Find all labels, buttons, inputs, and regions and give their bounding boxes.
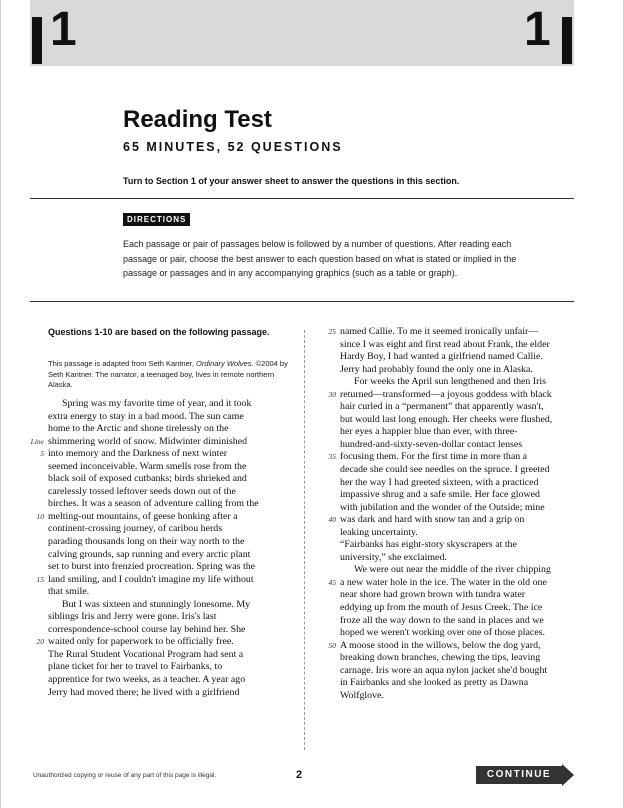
section-number-left: 1 <box>50 3 77 56</box>
passage-line-text: that smile. <box>48 586 90 598</box>
line-label: Line <box>30 436 44 446</box>
passage-line <box>48 473 298 486</box>
section-number-right: 1 <box>524 3 551 56</box>
passage-line-text: Spring was my favorite time of year, and it took <box>62 398 252 409</box>
continue-label: CONTINUE <box>486 769 552 780</box>
passage-line <box>48 461 298 474</box>
passage-line <box>340 351 590 364</box>
passage-line <box>328 326 590 339</box>
passage-line <box>48 549 298 562</box>
passage-line-text: melting-out mountains, of geese honking after a <box>48 510 238 522</box>
passage-line <box>340 464 590 477</box>
section-instruction: Turn to Section 1 of your answer sheet to answer the questions in this section. <box>123 176 460 186</box>
passage-line-text: We were out near the middle of the river chipping <box>354 564 551 576</box>
passage-line-text: hundred-and-sixty-seven-dollar contact lenses <box>340 438 523 450</box>
passage-line <box>328 514 590 527</box>
passage-line <box>340 477 590 490</box>
passage-line-text: focusing them. For the first time in more than a <box>340 451 528 463</box>
passage-line <box>48 674 298 687</box>
passage-line-text: waited only for paperwork to be officially free. <box>48 636 234 648</box>
passage-line <box>340 677 590 690</box>
passage-line-text: froze all the way down to the sand in places and we <box>340 614 544 626</box>
passage-line-text: home to the Arctic and shone tirelessly on the <box>48 423 229 435</box>
passage-line-text: a new water hole in the ice. The water in the old one <box>340 576 547 588</box>
passage-line <box>48 536 298 549</box>
passage-line <box>48 561 298 574</box>
passage-line-text: A moose stood in the willows, below the dog yard, <box>340 639 541 651</box>
passage-line-text: impassive shrug and a safe smile. Her face glowed <box>340 489 540 501</box>
passage-line-text: since I was eight and first read about Frank, the elder <box>340 338 550 350</box>
passage-line-text: siblings Iris and Jerry were gone. Iris's last <box>48 611 217 623</box>
passage-line-text: land smiling, and I couldn't imagine my life without <box>48 573 254 585</box>
page-subtitle: 65 MINUTES, 52 QUESTIONS <box>123 140 343 154</box>
passage-line-text: leaking uncertainty. <box>340 526 418 538</box>
passage-line-text: set to burst into frenzied procreation. Spring was the <box>48 561 256 573</box>
section-marker-right <box>562 17 572 64</box>
passage-line-text: her eyes a happier blue than ever, with three- <box>340 426 518 438</box>
passage-line-text: “Fairbanks has eight-story skyscrapers at the <box>340 539 517 551</box>
passage-line <box>340 426 590 439</box>
passage-line-text: hair curled in a “permanent” that apparently wasn't, <box>340 401 544 413</box>
passage-line-text: but would last long enough. Her cheeks were flushed, <box>340 413 553 425</box>
passage-line-text: in Fairbanks and she looked as pretty as Dawna <box>340 677 529 689</box>
line-number: 45 <box>328 577 336 587</box>
passage-line <box>40 448 298 461</box>
passage-line-text: shimmering world of snow. Midwinter diminished <box>48 435 248 447</box>
passage-line <box>328 639 590 653</box>
passage-line-text: parading thousands long on their way north to the <box>48 536 245 548</box>
passage-line-text: extra energy to stay in a bad mood. The sun came <box>48 410 244 422</box>
passage-line <box>30 435 298 449</box>
passage-column-right <box>328 326 590 702</box>
book-title: Ordinary Wolves <box>196 359 252 368</box>
passage-line <box>48 624 298 637</box>
passage-line-text: breaking down branches, chewing the tips, leaving <box>340 652 541 664</box>
passage-line <box>340 564 590 577</box>
directions-label: DIRECTIONS <box>123 213 190 226</box>
passage-line <box>48 398 298 411</box>
passage-line <box>48 661 298 674</box>
questions-heading: Questions 1-10 are based on the following passage. <box>48 327 270 337</box>
page-number: 2 <box>296 769 303 781</box>
passage-line <box>48 649 298 662</box>
passage-line-text: was dark and hard with snow tan and a grip on <box>340 514 525 526</box>
section-marker-left <box>32 17 42 64</box>
passage-line-text: with jubilation and the wonder of the Outside; mine <box>340 501 545 513</box>
passage-line <box>340 502 590 515</box>
passage-line <box>340 414 590 427</box>
passage-line <box>48 423 298 436</box>
line-number: 25 <box>328 327 336 336</box>
passage-line-text: seemed inconceivable. Warm smells rose from the <box>48 460 247 472</box>
passage-line-text: carelessly tossed leftover seeds down out of the <box>48 485 236 497</box>
line-number: 40 <box>328 515 336 525</box>
passage-line-text: carnage. Iris wore an aqua nylon jacket she'd bought <box>340 664 548 676</box>
passage-line-text: apprentice for two weeks, as a teacher. A year ago <box>48 674 246 686</box>
line-number: 10 <box>36 511 44 521</box>
passage-line <box>48 586 298 599</box>
passage-line <box>48 611 298 624</box>
passage-line <box>340 602 590 615</box>
passage-line <box>340 439 590 452</box>
passage-line-text: returned—transformed—a joyous goddess with black <box>340 388 552 400</box>
passage-column-left <box>30 398 298 699</box>
passage-line <box>340 527 590 540</box>
column-divider <box>304 330 305 750</box>
passage-line <box>328 388 590 402</box>
continue-marker <box>476 764 574 786</box>
passage-line-text: hoped we weren't working over one of those places. <box>340 627 545 639</box>
passage-line-text: her the way I had greeted sixteen, with a practiced <box>340 476 539 488</box>
passage-line <box>48 411 298 424</box>
passage-line-text: birches. It was a season of adventure calling from the <box>48 498 259 510</box>
copyright-notice: Unauthorized copying or reuse of any part of this page is illegal. <box>33 772 217 779</box>
passage-line <box>340 376 590 389</box>
passage-line <box>36 636 298 649</box>
passage-line-text: eddying up from the mouth of Jesus Creek. The ice <box>340 602 543 614</box>
passage-line <box>48 486 298 499</box>
passage-line <box>48 523 298 536</box>
passage-line-text: black soil of exposed cutbanks; birds shrieked and <box>48 473 247 485</box>
passage-line-text: Wolfglove. <box>340 689 384 701</box>
passage-line <box>48 498 298 511</box>
passage-line <box>328 576 590 590</box>
line-number: 30 <box>328 389 336 399</box>
passage-line <box>36 510 298 524</box>
passage-line-text: plane ticket for her to travel to Fairbanks, to <box>48 661 223 673</box>
passage-line <box>340 489 590 502</box>
line-number: 20 <box>36 637 44 647</box>
directions-text: Each passage or pair of passages below is followed by a number of questions. After reading each passage or pair, choose the best answer to each question based on what is stated or implied in the passage or passages and in any accompanying graphics (such as a table or graph). <box>123 239 517 278</box>
passage-line-text: university,” she exclaimed. <box>340 551 447 563</box>
passage-line <box>340 627 590 640</box>
passage-line-text: calving grounds, sap running and every arctic plant <box>48 548 251 560</box>
arrow-right-icon <box>562 764 574 786</box>
passage-line-text: decade she could see needles on the spruce. I greeted <box>340 464 550 476</box>
passage-line <box>48 687 298 700</box>
line-number: 50 <box>328 640 336 650</box>
passage-line-text: But I was sixteen and stunningly lonesome. My <box>62 598 251 610</box>
passage-line-text: The Rural Student Vocational Program had sent a <box>48 648 244 660</box>
passage-line-text: near shore had grown brown with tundra water <box>340 589 526 601</box>
passage-line <box>328 451 590 464</box>
page-title: Reading Test <box>123 106 272 133</box>
passage-line <box>48 599 298 612</box>
page-edge-left <box>0 0 1 808</box>
line-number: 5 <box>40 449 44 459</box>
divider-bottom <box>30 301 574 302</box>
section-header-band <box>30 0 574 66</box>
passage-line <box>340 615 590 628</box>
line-number: 35 <box>328 452 336 462</box>
passage-line-text: named Callie. To me it seemed ironically unfair— <box>340 326 539 337</box>
passage-line-text: Hardy Boy, I had wanted a girlfriend named Callie. <box>340 351 543 363</box>
divider-top <box>30 198 574 199</box>
passage-line <box>340 539 590 552</box>
passage-line <box>340 665 590 678</box>
passage-line <box>36 573 298 587</box>
passage-line-text: Jerry had moved there; he lived with a girlfriend <box>48 686 240 698</box>
passage-line <box>340 690 590 703</box>
passage-line-text: into memory and the Darkness of next winter <box>48 448 228 460</box>
passage-intro: This passage is adapted from Seth Kantner, Ordinary Wolves. ©2004 by Seth Kantner. The narrator, a teenaged boy, lives in remote northern Alaska. <box>48 359 288 389</box>
passage-line <box>340 552 590 565</box>
passage-line-text: Jerry had probably found the only one in Alaska. <box>340 363 533 375</box>
passage-line <box>340 589 590 602</box>
line-number: 15 <box>36 574 44 584</box>
passage-line <box>340 339 590 352</box>
passage-line <box>340 364 590 377</box>
passage-line-text: continent-crossing journey, of caribou herds <box>48 523 223 535</box>
passage-line-text: For weeks the April sun lengthened and then Iris <box>354 376 546 388</box>
passage-line <box>340 401 590 414</box>
passage-line <box>340 652 590 665</box>
passage-line-text: correspondence-school course lay behind her. She <box>48 623 246 635</box>
